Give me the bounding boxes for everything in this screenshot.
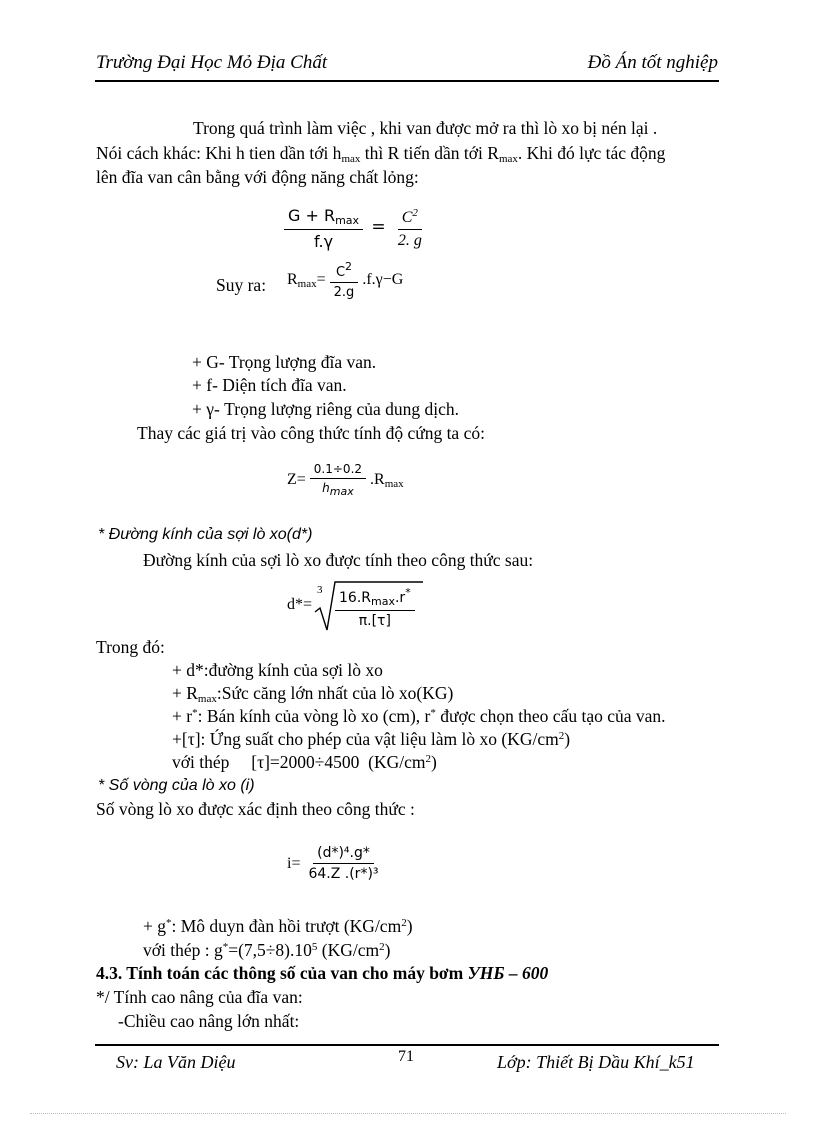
paragraph-line: Trong đó: <box>96 637 165 657</box>
subheading: * Đường kính của sợi lò xo(d*) <box>98 526 313 543</box>
paragraph-line: Đường kính của sợi lò xo được tính theo công thức sau: <box>143 550 534 570</box>
list-item: + $R_{max}:Sức$ căng lớn nhất của lò xo(KG) <box>172 683 454 705</box>
paragraph-line: lên đĩa van cân bằng với động năng chất lỏng: <box>96 167 419 187</box>
header-rule <box>95 80 719 82</box>
paragraph-line: Thay các giá trị vào công thức tính độ cứng ta có: <box>137 423 485 443</box>
list-item: với thép [τ]=2000÷4500 $(KG/cm^2)$ <box>172 752 437 772</box>
bullet-item: + f- Diện tích đĩa van. <box>192 375 347 395</box>
suy-ra-label: Suy ra: <box>216 275 267 295</box>
equation-rmax: $R_{max}=$ $\frac{C^2}{2.g}$ .f.γ−G <box>287 260 404 300</box>
footer-class: Lớp: Thiết Bị Dầu Khí_k51 <box>497 1052 695 1072</box>
subheading: * Số vòng của lò xo (i) <box>98 777 255 794</box>
header-right: Đồ Án tốt nghiệp <box>587 52 718 73</box>
list-item: +[τ]: Ứng suất cho phép của vật liệu làm lò xo $(KG/cm^2)$ <box>172 729 571 749</box>
list-item: với thép : $g^*=(7,5\div 8).10^5$ $(KG/cm^2)$ <box>143 940 391 960</box>
page-edge-dots <box>30 1113 786 1114</box>
equation-force-balance: $\frac{G + R_{max}}{f.\gamma}$ = $\frac{C^2}{2. g}$ <box>284 206 426 251</box>
paragraph-line: Trong quá trình làm việc , khi van được mở ra thì lò xo bị nén lại . <box>193 118 658 138</box>
equation-stiffness: Z= $\frac{0.1\div 0.2}{h_{max}}$ $.R_{max}$ <box>287 462 404 498</box>
section-heading: 4.3. Tính toán các thông số của van cho máy bơm УНБ – 600 <box>96 963 549 983</box>
list-item: + g*: Mô duyn đàn hồi trượt $(KG/cm^2)$ <box>143 916 413 936</box>
header-left: Trường Đại Học Mỏ Địa Chất <box>96 52 328 73</box>
page-number: 71 <box>398 1048 414 1065</box>
paragraph-line: -Chiều cao nâng lớn nhất: <box>118 1011 300 1031</box>
paragraph-line: Số vòng lò xo được xác định theo công thức : <box>96 799 415 819</box>
paragraph-line: Nói cách khác: Khi h tien dần tới $h_{max}$ thì R tiến dần tới $R_{max}$. Khi đó lực tác động <box>96 143 666 165</box>
bullet-item: + γ- Trọng lượng riêng của dung dịch. <box>192 399 460 419</box>
footer-student: Sv: La Văn Diệu <box>116 1052 236 1072</box>
equation-coil-count: i= $\frac{\text{(d*)⁴.g*}}{\text{64.Z .(r*)³}}$ <box>287 845 379 882</box>
list-item: + d*:đường kính của sợi lò xo <box>172 660 383 680</box>
list-item: + r*: Bán kính của vòng lò xo (cm), r* được chọn theo cấu tạo của van. <box>172 706 666 726</box>
paragraph-line: */ Tính cao nâng của đĩa van: <box>96 987 303 1007</box>
bullet-item: + G- Trọng lượng đĩa van. <box>192 352 377 372</box>
footer-rule <box>95 1044 719 1046</box>
